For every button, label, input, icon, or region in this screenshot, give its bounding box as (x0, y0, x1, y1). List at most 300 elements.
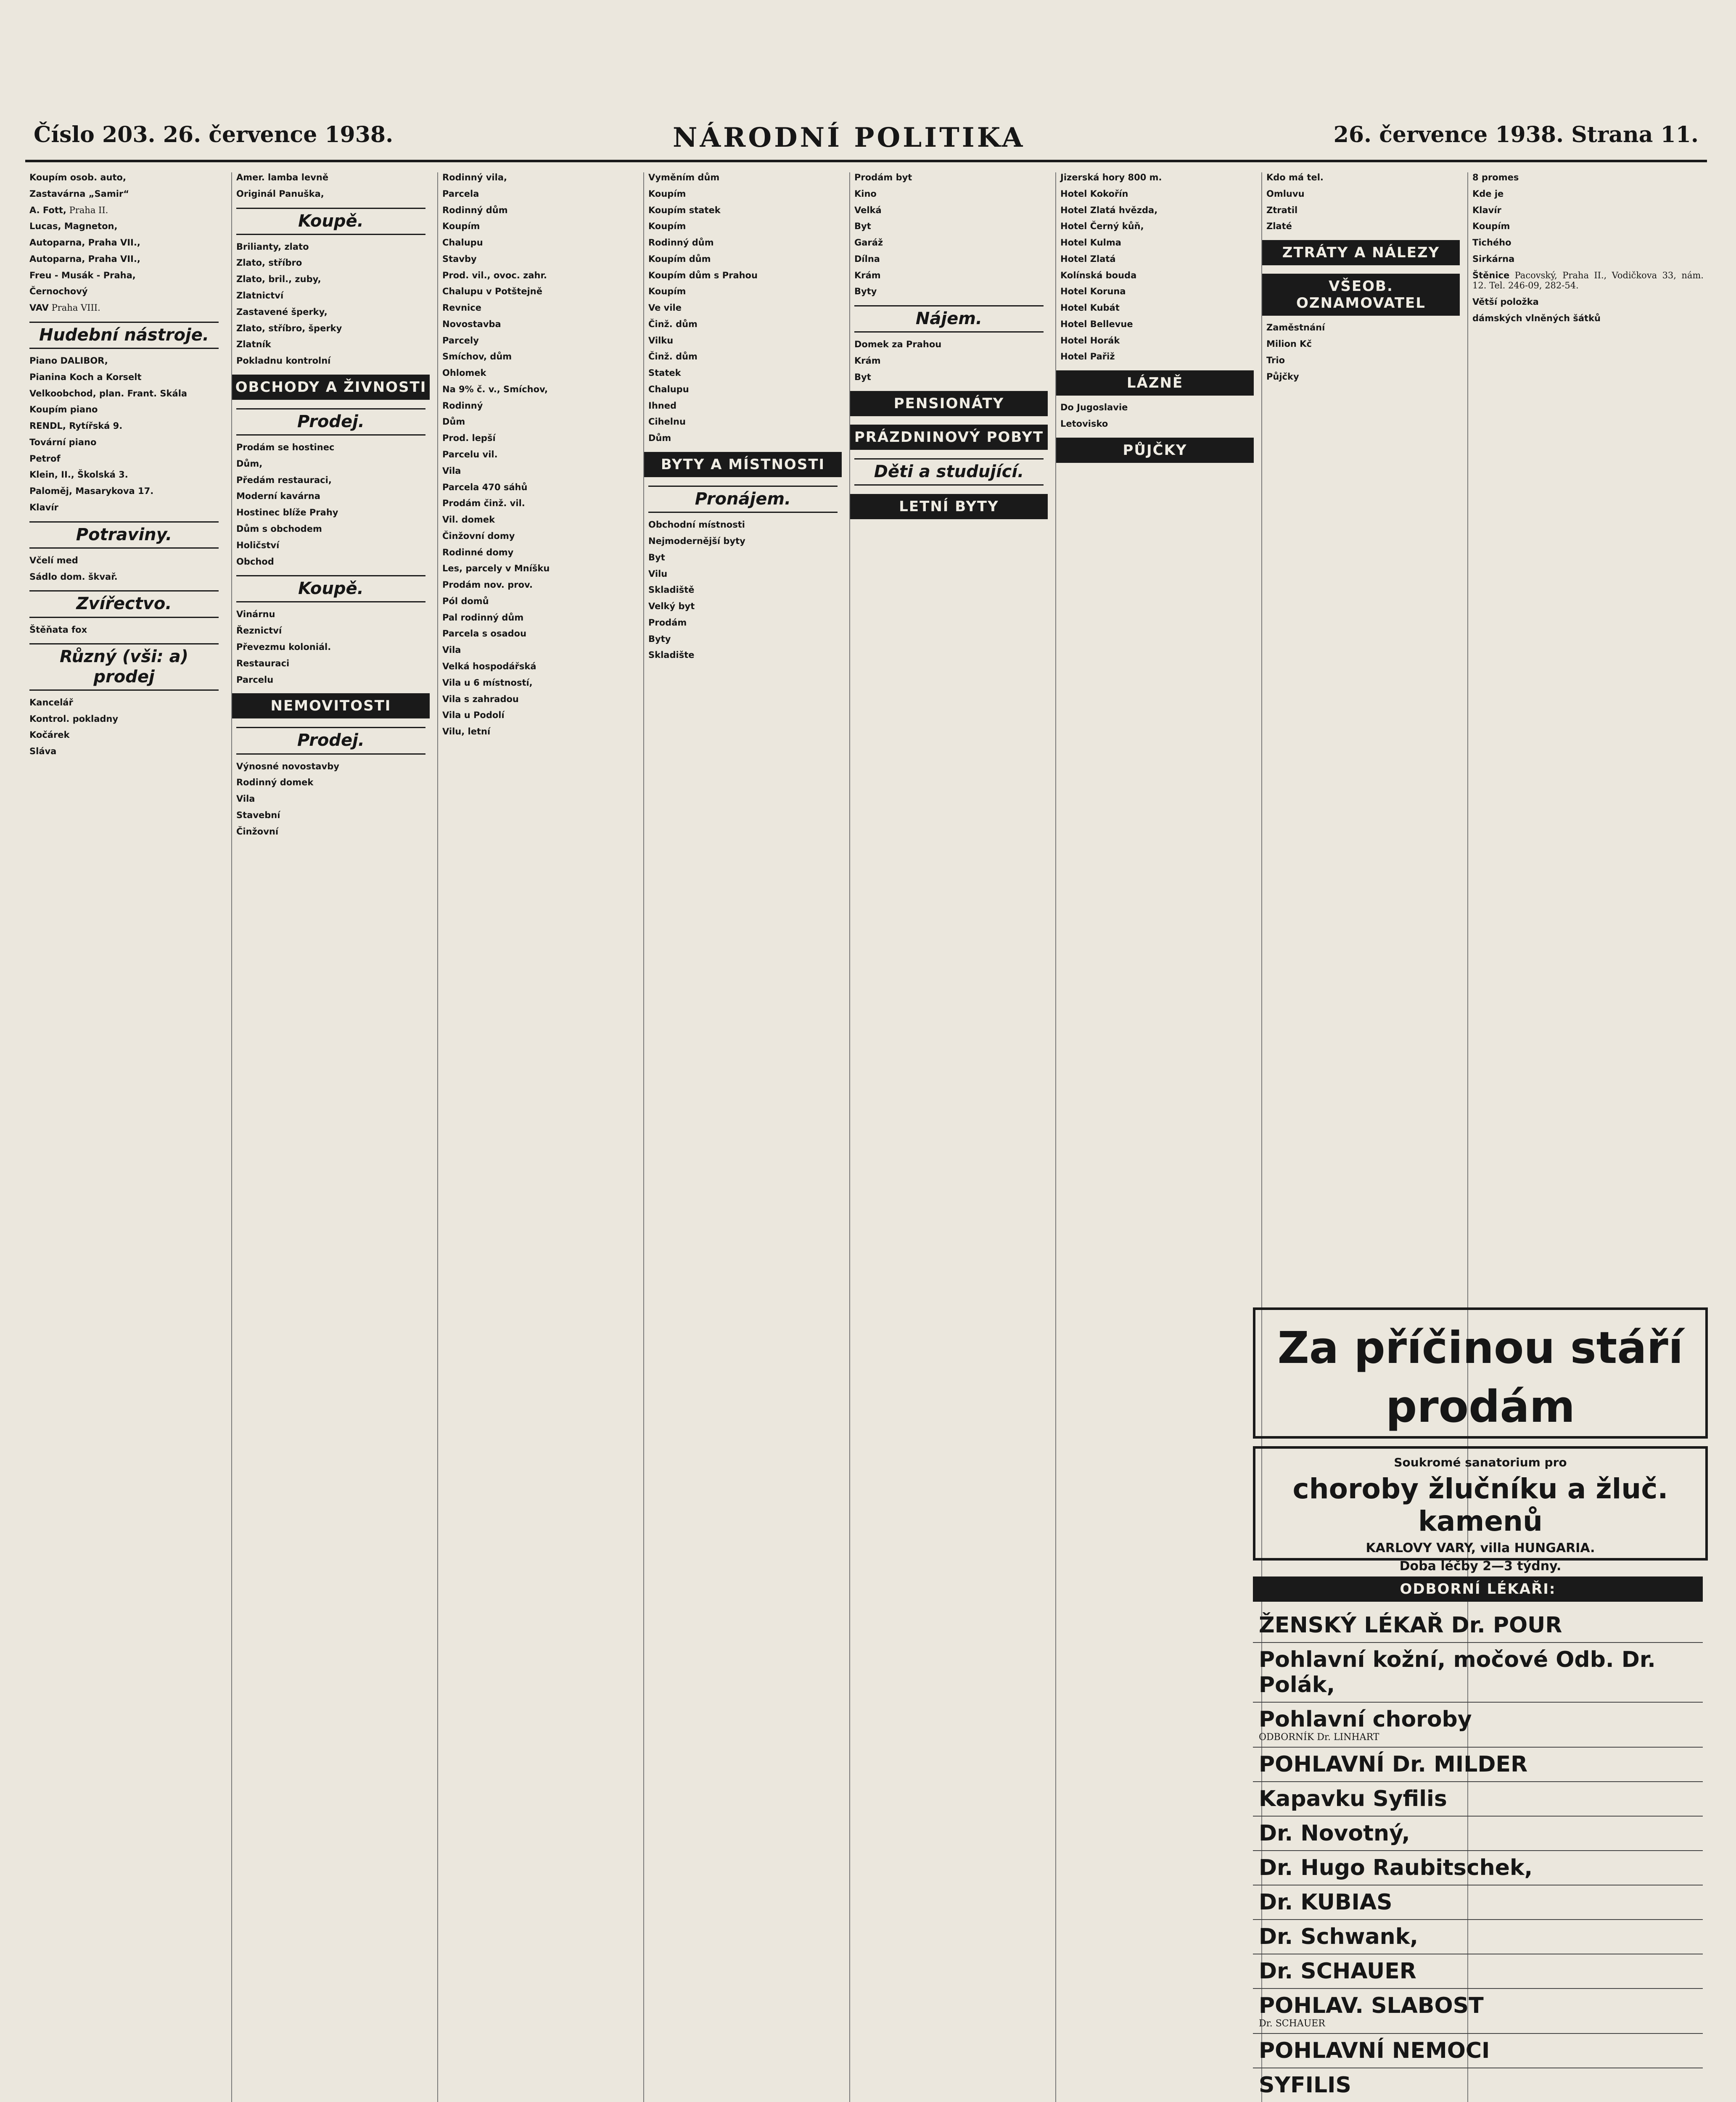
section-heading: Hudební nástroje. (29, 322, 219, 349)
ad-heading: Hotel Horák (1060, 335, 1120, 346)
classified-ad (236, 339, 425, 350)
classified-ad (442, 466, 632, 476)
classified-ad (648, 368, 838, 378)
ad-heading: Rodinný dům (442, 205, 508, 215)
doctors-section (1253, 1568, 1703, 2102)
doctor-name: Kapavku Syfilis (1259, 1786, 1447, 1812)
classified-ad (29, 697, 219, 708)
classified-ad (1472, 189, 1704, 199)
classified-ad (236, 290, 425, 301)
ad-heading: Velkoobchod, plan. Frant. Skála (29, 388, 188, 399)
ad-heading: Zaměstnání (1266, 322, 1325, 333)
ad-heading: Klavír (29, 502, 58, 512)
classified-ad (29, 303, 219, 313)
classified-ad (648, 650, 838, 660)
classified-ad (1472, 313, 1704, 324)
ad-heading: Sirkárna (1472, 254, 1515, 264)
classified-ad (1060, 319, 1250, 330)
classified-ad (29, 238, 219, 248)
classified-ad (29, 421, 219, 431)
classified-ad (648, 585, 838, 595)
section-band: LÁZNĚ (1056, 370, 1254, 396)
ad-heading: Vilu, letní (442, 726, 491, 737)
ad-heading: Parcela 470 sáhů (442, 482, 528, 492)
ad-heading: Holičství (236, 540, 280, 550)
ad-heading: Vila (442, 645, 461, 655)
section-heading: Pronájem. (648, 486, 838, 513)
classified-ad (1472, 238, 1704, 248)
ad-headline: Za příčinou stáří prodám (1277, 1322, 1683, 1432)
classified-ad (442, 433, 632, 444)
classified-ad (442, 270, 632, 281)
column-1 (25, 172, 223, 2102)
classified-ad (854, 372, 1044, 383)
classified-ad (442, 205, 632, 216)
masthead (25, 122, 1707, 162)
ad-heading: Kancelář (29, 697, 73, 708)
ad-heading: Zastavené šperky, (236, 306, 328, 317)
ad-heading: Štěnice (1472, 270, 1510, 280)
ad-heading: A. Fott, (29, 205, 66, 215)
section-band: PENSIONÁTY (850, 391, 1048, 416)
ad-heading: Les, parcely v Mníšku (442, 563, 550, 574)
classified-ad (1060, 335, 1250, 346)
ad-heading: Autoparna, Praha VII., (29, 254, 140, 264)
ad-heading: Koupím statek (648, 205, 721, 215)
classified-ad (29, 470, 219, 480)
classified-ad (442, 417, 632, 427)
column-2 (231, 172, 430, 2102)
ad-heading: Zlato, bril., zuby, (236, 274, 321, 285)
ad-heading: Obchod (236, 556, 274, 567)
classified-ad (236, 609, 425, 620)
ad-heading: Domek za Prahou (854, 339, 942, 350)
ad-heading: Byt (854, 221, 871, 232)
classified-ad (648, 286, 838, 297)
ad-heading: Do Jugoslavie (1060, 402, 1128, 413)
ad-heading: Vilu (648, 568, 668, 579)
classified-ad (29, 372, 219, 383)
ad-heading: Vilku (648, 335, 674, 346)
doctor-ad (1253, 1989, 1703, 2034)
classified-ad (854, 286, 1044, 297)
doctor-name: ŽENSKÝ LÉKAŘ Dr. POUR (1259, 1613, 1562, 1638)
classified-ad (442, 286, 632, 297)
doctor-ad (1253, 1954, 1703, 1989)
ad-heading: Štěňata fox (29, 624, 87, 635)
classified-ad (854, 172, 1044, 183)
classified-ad (29, 454, 219, 464)
ad-headline: choroby žlučníku a žluč. kamenů (1292, 1473, 1668, 1537)
ad-heading: Omluvu (1266, 188, 1305, 199)
ad-heading: Koupím dům (648, 254, 711, 264)
ad-heading: Klein, II., Školská 3. (29, 470, 128, 480)
ad-heading: Činž. dům (648, 319, 698, 329)
ad-heading: Paloměj, Masarykova 17. (29, 486, 154, 496)
doctor-name: Dr. SCHAUER (1259, 1959, 1416, 1984)
ad-heading: Pal rodinný dům (442, 612, 524, 623)
classified-ad (648, 417, 838, 427)
classified-ad (442, 319, 632, 330)
classified-ad (1060, 221, 1250, 232)
ad-heading: Kontrol. pokladny (29, 713, 119, 724)
classified-ad (442, 254, 632, 264)
ad-heading: Hotel Kubát (1060, 303, 1120, 313)
classified-ad (1266, 172, 1456, 183)
ad-heading: Parcela (442, 188, 479, 199)
ad-heading: Prod. vil., ovoc. zahr. (442, 270, 547, 280)
section-band: LETNÍ BYTY (850, 494, 1048, 519)
doctor-ad (1253, 1748, 1703, 1782)
section-band: BYTY A MÍSTNOSTI (644, 452, 842, 477)
ad-heading: Kolínská bouda (1060, 270, 1137, 280)
classified-ad (442, 335, 632, 346)
ad-heading: Dílna (854, 254, 880, 264)
ad-heading: Rodinný (442, 400, 483, 411)
classified-ad (442, 580, 632, 590)
large-ad-sale (1253, 1307, 1708, 1439)
classified-ad (1266, 355, 1456, 366)
classified-ad (1060, 402, 1250, 413)
ad-heading: Koupím osob. auto, (29, 172, 126, 182)
ad-heading: Koupím dům s Prahou (648, 270, 758, 280)
classified-ad (442, 531, 632, 541)
ad-heading: Zlato, stříbro, šperky (236, 323, 342, 333)
classified-ad (29, 572, 219, 582)
classified-ad (29, 172, 219, 183)
classified-ad (648, 569, 838, 579)
classified-ad (648, 552, 838, 563)
ad-heading: Piano DALIBOR, (29, 356, 108, 366)
ad-heading: Prodám se hostinec (236, 442, 335, 453)
section-band: ZTRÁTY A NÁLEZY (1262, 240, 1460, 265)
ad-text: Praha II. (69, 205, 108, 215)
classified-ad (29, 730, 219, 740)
ad-heading: Hotel Černý kůň, (1060, 221, 1144, 232)
classified-ad (236, 658, 425, 669)
classified-ad (648, 335, 838, 346)
doctor-ad (1253, 1885, 1703, 1920)
ad-heading: Garáž (854, 238, 883, 248)
classified-ad (854, 205, 1044, 216)
classified-ad (854, 270, 1044, 281)
ad-heading: Sláva (29, 746, 57, 757)
ad-heading: Velká (854, 205, 882, 215)
ad-heading: Výnosné novostavby (236, 761, 339, 771)
ad-heading: Amer. lamba levně (236, 172, 329, 182)
ad-heading: Půjčky (1266, 371, 1299, 382)
doctor-ad (1253, 1920, 1703, 1954)
doctor-name: Pohlavní choroby (1259, 1707, 1472, 1732)
classified-ad (236, 307, 425, 317)
classified-ad (1060, 254, 1250, 264)
ad-heading: Kočárek (29, 730, 70, 740)
classified-ad (648, 351, 838, 362)
classified-ad (648, 270, 838, 281)
doctor-name: POHLAV. SLABOST (1259, 1993, 1484, 2018)
ad-heading: Vyměním dům (648, 172, 720, 182)
classified-ad (442, 678, 632, 688)
classified-ad (29, 625, 219, 635)
ad-heading: Jizerská hory 800 m. (1060, 172, 1162, 182)
classified-ad (648, 303, 838, 313)
classified-ad (648, 384, 838, 395)
ad-heading: Dům (648, 433, 671, 444)
doctor-ad (1253, 1782, 1703, 1817)
classified-ad (29, 270, 219, 281)
classified-ad (1060, 172, 1250, 183)
ad-heading: Chalupu (442, 238, 483, 248)
classified-ad (1060, 238, 1250, 248)
section-band: PŮJČKY (1056, 438, 1254, 463)
section-band: NEMOVITOSTI (232, 693, 430, 718)
classified-ad (648, 618, 838, 628)
classified-ad (1472, 205, 1704, 216)
doctor-ad (1253, 1608, 1703, 1643)
ad-heading: Předám restauraci, (236, 475, 332, 485)
classified-ad (442, 401, 632, 411)
classified-ad (442, 661, 632, 672)
column-4 (643, 172, 842, 2102)
ad-heading: Kde je (1472, 188, 1504, 199)
section-band: OBCHODY A ŽIVNOSTI (232, 375, 430, 400)
classified-ad (1060, 303, 1250, 313)
doctor-ad (1253, 2034, 1703, 2068)
classified-ad (1472, 297, 1704, 307)
doctor-details: ODBORNÍK Dr. LINHART (1259, 1732, 1379, 1743)
classified-ad (442, 710, 632, 721)
ad-heading: Koupím (648, 221, 686, 232)
ad-heading: Činž. dům (648, 351, 698, 362)
classified-ad (236, 442, 425, 453)
classified-ad (1060, 189, 1250, 199)
doctor-ad (1253, 1643, 1703, 1703)
newspaper-title: NÁRODNÍ POLITIKA (673, 122, 1025, 153)
classified-ad (29, 221, 219, 232)
ad-heading: Koupím (442, 221, 480, 232)
ad-heading: Letovisko (1060, 419, 1108, 429)
classified-ad (1472, 172, 1704, 183)
section-heading: Děti a studující. (854, 458, 1044, 486)
classified-ad (648, 401, 838, 411)
classified-ad (442, 563, 632, 574)
issue-number: Číslo 203. 26. července 1938. (34, 122, 394, 148)
ad-heading: Smíchov, dům (442, 351, 512, 362)
classified-ad (442, 596, 632, 607)
ad-heading: Rodinné domy (442, 547, 514, 557)
ad-heading: Cihelnu (648, 417, 686, 427)
ad-heading: Pianina Koch a Korselt (29, 372, 142, 382)
ad-heading: Milion Kč (1266, 339, 1312, 349)
doctor-ad (1253, 1851, 1703, 1885)
ad-heading: Ztratil (1266, 205, 1298, 215)
classified-ad (1266, 189, 1456, 199)
ad-heading: RENDL, Rytířská 9. (29, 421, 123, 431)
ad-heading: Byt (648, 552, 665, 562)
classified-ad (236, 777, 425, 788)
classified-ad (236, 242, 425, 252)
ad-heading: Byty (854, 286, 877, 297)
ad-heading: Hotel Zlatá (1060, 254, 1116, 264)
classified-ad (1472, 254, 1704, 264)
classified-ad (236, 675, 425, 685)
doctor-name: POHLAVNÍ NEMOCI (1259, 2038, 1490, 2063)
ad-heading: Ohlomek (442, 368, 486, 378)
ad-heading: Sádlo dom. škvař. (29, 571, 118, 582)
ad-heading: Hotel Kokořín (1060, 188, 1128, 199)
ad-heading: Zlaté (1266, 221, 1292, 232)
classified-ad (442, 482, 632, 493)
classified-ad (442, 694, 632, 705)
ad-heading: Koupím (648, 286, 686, 297)
classified-ad (442, 189, 632, 199)
classified-ad (1060, 205, 1250, 216)
classified-ad (648, 172, 838, 183)
ad-heading: Dům, (236, 458, 263, 469)
ad-heading: Vil. domek (442, 515, 495, 525)
ad-heading: Trio (1266, 355, 1285, 365)
ad-heading: VAV (29, 303, 49, 313)
classified-ad (29, 388, 219, 399)
classified-ad (236, 491, 425, 502)
ad-heading: Kdo má tel. (1266, 172, 1324, 182)
classified-ad (1472, 221, 1704, 232)
doctor-name: Dr. KUBIAS (1259, 1890, 1392, 1915)
classified-ad (236, 356, 425, 366)
ad-heading: Hotel Zlatá hvězda, (1060, 205, 1158, 215)
ad-heading: Dům s obchodem (236, 523, 322, 534)
classified-ad (29, 205, 219, 216)
section-heading: Koupě. (236, 575, 425, 602)
classified-ad (854, 189, 1044, 199)
classified-ad (442, 384, 632, 395)
ad-heading: Chalupu v Potštejně (442, 286, 543, 297)
ad-heading: Autoparna, Praha VII., (29, 238, 140, 248)
classified-ad (648, 221, 838, 232)
ad-heading: Na 9% č. v., Smíchov, (442, 384, 548, 394)
classified-ad (442, 368, 632, 378)
newspaper-page (25, 17, 1707, 2102)
classified-ad (236, 794, 425, 804)
ad-heading: Hotel Koruna (1060, 286, 1126, 297)
ad-heading: Novostavba (442, 319, 501, 329)
ad-heading: Zlatnictví (236, 290, 284, 301)
section-heading: Zvířectvo. (29, 590, 219, 618)
ad-heading: Prod. lepší (442, 433, 496, 444)
ad-heading: Ve vile (648, 303, 682, 313)
ad-heading: Stavební (236, 810, 280, 820)
ad-heading: Převezmu koloniál. (236, 642, 331, 652)
doctor-name: Dr. Novotný, (1259, 1821, 1410, 1846)
ad-heading: Byty (648, 634, 671, 644)
section-heading: Nájem. (854, 305, 1044, 333)
ad-heading: Statek (648, 368, 681, 378)
ad-heading: Chalupu (648, 384, 689, 394)
ad-heading: Vila u 6 místností, (442, 677, 533, 688)
ad-heading: Hotel Bellevue (1060, 319, 1133, 329)
classified-ad (29, 437, 219, 448)
ad-heading: Dům (442, 417, 465, 427)
section-band: VŠEOB. OZNAMOVATEL (1262, 274, 1460, 316)
ad-heading: Koupím (1472, 221, 1510, 232)
classified-ad (1266, 339, 1456, 349)
column-3 (437, 172, 636, 2102)
classified-ad (1266, 205, 1456, 216)
ad-heading: Rodinný vila, (442, 172, 507, 182)
classified-ad (236, 459, 425, 469)
doctor-name: Dr. Schwank, (1259, 1924, 1419, 1949)
page-date: 26. července 1938. Strana 11. (1333, 122, 1699, 148)
classified-ad (236, 475, 425, 486)
classified-ad (1266, 372, 1456, 382)
classified-ad (442, 547, 632, 558)
doctor-ad (1253, 2068, 1703, 2102)
ad-heading: Kino (854, 188, 877, 199)
ad-heading: Hotel Pařiž (1060, 351, 1115, 362)
classified-ad (1060, 351, 1250, 362)
classified-ad (854, 254, 1044, 264)
ad-text: Praha VIII. (51, 303, 100, 313)
ad-heading: Tichého (1472, 238, 1511, 248)
classified-ad (442, 238, 632, 248)
doctor-ad (1253, 1703, 1703, 1748)
section-heading: Prodej. (236, 408, 425, 436)
section-heading: Prodej. (236, 727, 425, 754)
classified-ad (648, 536, 838, 547)
classified-ad (29, 746, 219, 757)
classified-ad (29, 189, 219, 199)
ad-heading: Vila s zahradou (442, 694, 519, 704)
ad-heading: Pól domů (442, 596, 489, 606)
classified-ad (1060, 270, 1250, 281)
ad-line: KARLOVY VARY, villa HUNGARIA. (1366, 1541, 1595, 1555)
classified-ad (236, 507, 425, 518)
ad-heading: Skladište (648, 650, 695, 660)
classified-ad (648, 254, 838, 264)
classified-ad (236, 810, 425, 821)
classified-ad (29, 486, 219, 496)
classified-ad (29, 555, 219, 566)
classified-ad (29, 714, 219, 724)
doctor-name: Pohlavní kožní, močové Odb. Dr. Polák, (1259, 1647, 1656, 1698)
ad-line: Soukromé sanatorium pro (1394, 1455, 1567, 1469)
doctor-details: Dr. SCHAUER (1259, 2018, 1325, 2029)
ad-heading: Hostinec blíže Prahy (236, 507, 338, 518)
classified-ad (1472, 270, 1704, 291)
ad-heading: 8 promes (1472, 172, 1519, 182)
ad-heading: Hotel Kulma (1060, 238, 1121, 248)
classified-ad (442, 498, 632, 509)
section-band: ODBORNÍ LÉKAŘI: (1253, 1576, 1703, 1602)
column-5 (849, 172, 1048, 2102)
classified-ad (236, 258, 425, 268)
ad-heading: Parcela s osadou (442, 628, 527, 639)
column-6 (1055, 172, 1254, 2102)
ad-heading: Restauraci (236, 658, 290, 668)
doctor-name: SYFILIS (1259, 2073, 1351, 2098)
ad-heading: Lucas, Magneton, (29, 221, 118, 232)
section-band: PRÁZDNINOVÝ POBYT (850, 425, 1048, 450)
ad-heading: Obchodní místnosti (648, 520, 745, 530)
doctor-ad (1253, 1817, 1703, 1851)
classified-ad (442, 449, 632, 460)
classified-ad (442, 221, 632, 232)
classified-ad (442, 628, 632, 639)
classified-ad (236, 827, 425, 837)
classified-ad (854, 339, 1044, 350)
ad-heading: Moderní kavárna (236, 491, 320, 502)
ad-heading: Brilianty, zlato (236, 241, 309, 252)
